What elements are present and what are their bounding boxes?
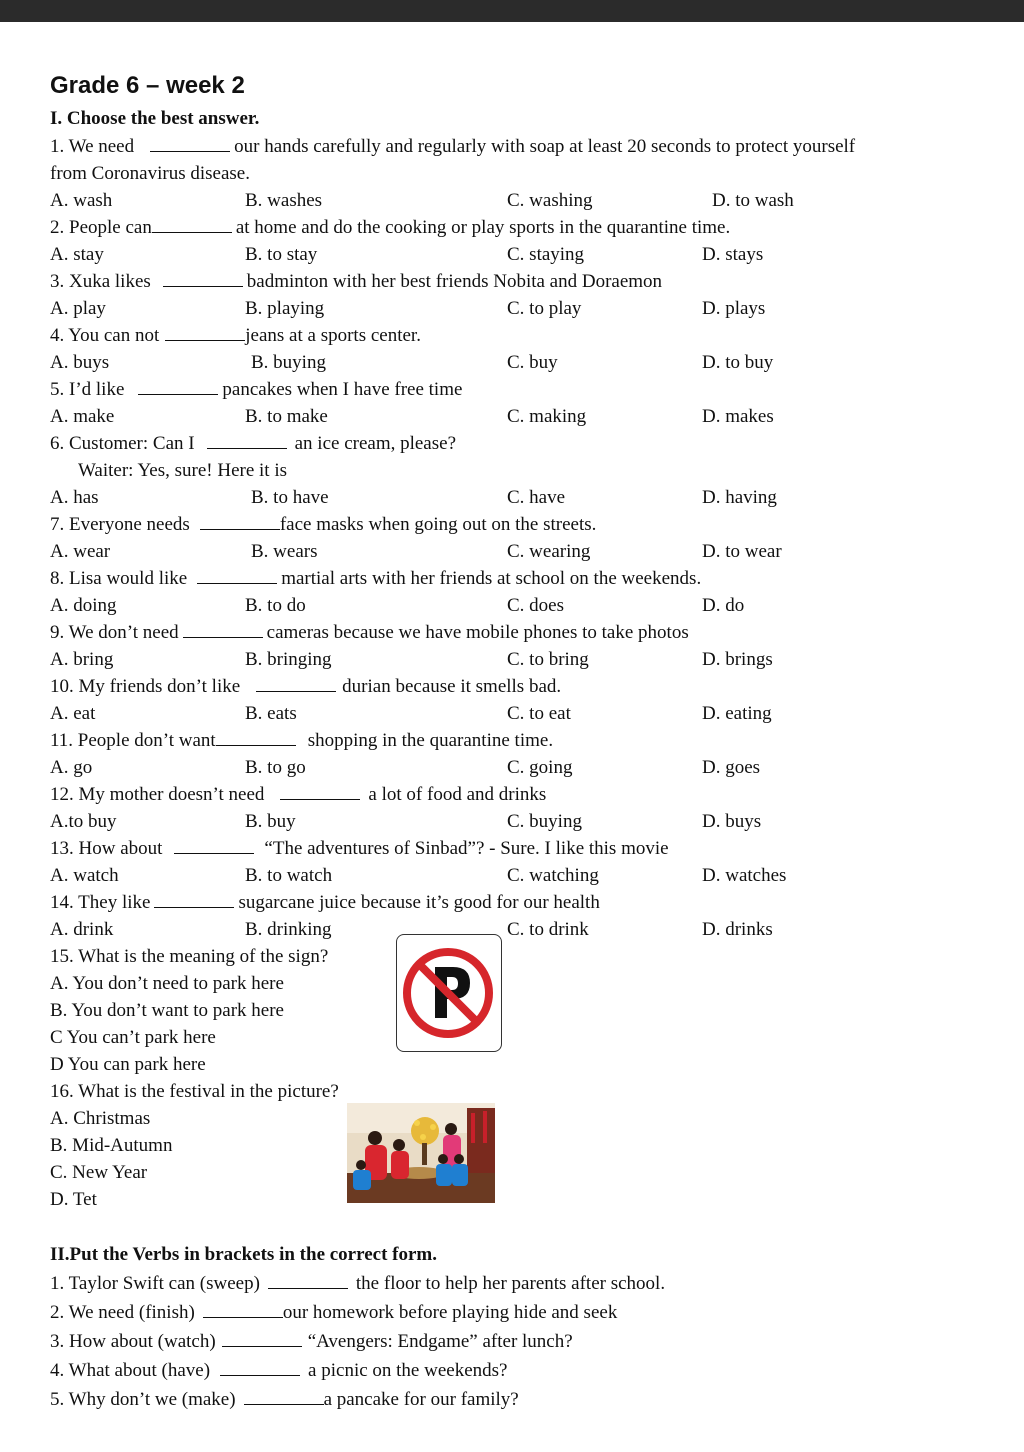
q9-option-b: B. bringing: [245, 649, 332, 670]
p5-text-a: 5. Why don’t we (make): [50, 1389, 236, 1410]
part2-question-2: [50, 1302, 617, 1324]
p3-text-a: 3. How about (watch): [50, 1331, 216, 1352]
q10-blank: [256, 677, 336, 692]
q6-blank: [207, 434, 287, 449]
q11-option-a: A. go: [50, 757, 93, 778]
p1-text-a: 1. Taylor Swift can (sweep): [50, 1273, 260, 1294]
q10-text-b: durian because it smells bad.: [342, 676, 562, 697]
q2-option-a: A. stay: [50, 244, 104, 265]
section-1-heading: I. Choose the best answer.: [50, 108, 260, 129]
q9-option-d: D. brings: [702, 649, 773, 670]
q4-option-c: C. buy: [507, 352, 558, 373]
question-9: [50, 622, 689, 644]
q5-option-a: A. make: [50, 406, 115, 427]
q1-continued: from Coronavirus disease.: [50, 163, 250, 184]
q6-text-a: 6. Customer: Can I: [50, 433, 195, 454]
q16-option-a: A. Christmas: [50, 1108, 151, 1129]
q16-option-b: B. Mid-Autumn: [50, 1135, 173, 1156]
tet-photo-graphic: [347, 1103, 495, 1203]
q12-option-c: C. buying: [507, 811, 582, 832]
question-10: [50, 676, 561, 698]
q15-option-a: A. You don’t need to park here: [50, 973, 284, 994]
question-13: [50, 838, 669, 860]
question-2: [50, 217, 730, 239]
question-5: [50, 379, 462, 401]
q3-blank: [163, 272, 243, 287]
q12-blank: [280, 785, 360, 800]
q11-text-a: 11. People don’t want: [50, 730, 216, 751]
q2-option-b: B. to stay: [245, 244, 318, 265]
p2-blank: [203, 1303, 283, 1318]
q1-option-d: D. to wash: [712, 190, 794, 211]
q4-option-a: A. buys: [50, 352, 110, 373]
q5-option-d: D. makes: [702, 406, 774, 427]
p1-blank: [268, 1274, 348, 1289]
question-15: 15. What is the meaning of the sign?: [50, 946, 329, 967]
q4-text-b: jeans at a sports center.: [245, 325, 421, 346]
q11-option-c: C. going: [507, 757, 573, 778]
q1-option-b: B. washes: [245, 190, 323, 211]
q9-option-a: A. bring: [50, 649, 114, 670]
tet-family-photo: [347, 1103, 495, 1203]
section-2-heading: II.Put the Verbs in brackets in the correct form.: [50, 1244, 437, 1265]
q7-option-b: B. wears: [251, 541, 318, 562]
q2-option-d: D. stays: [702, 244, 764, 265]
q16-option-d: D. Tet: [50, 1189, 97, 1210]
question-11: [50, 730, 553, 752]
q3-text-a: 3. Xuka likes: [50, 271, 151, 292]
question-16: 16. What is the festival in the picture?: [50, 1081, 339, 1102]
q14-text-a: 14. They like: [50, 892, 151, 913]
q5-text-b: pancakes when I have free time: [222, 379, 463, 400]
p4-blank: [220, 1361, 300, 1376]
q13-text-a: 13. How about: [50, 838, 163, 859]
page-title: Grade 6 – week 2: [50, 72, 245, 99]
p2-text-a: 2. We need (finish): [50, 1302, 195, 1323]
q5-blank: [138, 380, 218, 395]
q11-blank: [216, 731, 296, 746]
part2-question-3: [50, 1331, 573, 1353]
p2-text-b: our homework before playing hide and seek: [282, 1302, 618, 1323]
q10-text-a: 10. My friends don’t like: [50, 676, 241, 697]
q16-option-c: C. New Year: [50, 1162, 148, 1183]
q8-option-b: B. to do: [245, 595, 306, 616]
question-14: [50, 892, 600, 914]
q11-option-d: D. goes: [702, 757, 761, 778]
q13-option-c: C. watching: [507, 865, 599, 886]
q12-option-d: D. buys: [702, 811, 762, 832]
p1-text-b: the floor to help her parents after school.: [355, 1273, 666, 1294]
q8-option-d: D. do: [702, 595, 745, 616]
q7-option-c: C. wearing: [507, 541, 591, 562]
q7-text-b: face masks when going out on the streets.: [279, 514, 597, 535]
q4-option-d: D. to buy: [702, 352, 774, 373]
q8-option-c: C. does: [507, 595, 564, 616]
q5-option-c: C. making: [507, 406, 587, 427]
q6-waiter-line: Waiter: Yes, sure! Here it is: [78, 460, 288, 481]
q14-text-b: sugarcane juice because it’s good for our health: [238, 892, 600, 913]
worksheet: [0, 22, 1024, 1452]
q5-option-b: B. to make: [245, 406, 328, 427]
q14-option-c: C. to drink: [507, 919, 589, 940]
q3-text-b: badminton with her best friends Nobita and Doraemon: [246, 271, 663, 292]
q3-option-d: D. plays: [702, 298, 766, 319]
q10-option-c: C. to eat: [507, 703, 571, 724]
q12-option-a: A.to buy: [50, 811, 117, 832]
q11-text-b: shopping in the quarantine time.: [307, 730, 554, 751]
q13-option-b: B. to watch: [245, 865, 333, 886]
q15-option-d: D You can park here: [50, 1054, 206, 1075]
q8-blank: [197, 569, 277, 584]
q8-option-a: A. doing: [50, 595, 117, 616]
question-8: [50, 568, 701, 590]
p5-text-b: a pancake for our family?: [323, 1389, 519, 1410]
q10-option-a: A. eat: [50, 703, 96, 724]
q7-blank: [200, 515, 280, 530]
q6-option-c: C. have: [507, 487, 566, 508]
q14-blank: [154, 893, 234, 908]
q4-blank: [165, 326, 245, 341]
q8-text-a: 8. Lisa would like: [50, 568, 188, 589]
q10-option-b: B. eats: [245, 703, 297, 724]
q14-option-a: A. drink: [50, 919, 114, 940]
p3-blank: [222, 1332, 302, 1347]
q2-text-b: at home and do the cooking or play sports in the quarantine time.: [235, 217, 731, 238]
p4-text-a: 4. What about (have): [50, 1360, 211, 1381]
q1-blank: [150, 137, 230, 152]
q8-text-b: martial arts with her friends at school on the weekends.: [281, 568, 702, 589]
part2-question-5: [50, 1389, 519, 1411]
p3-text-b: “Avengers: Endgame” after lunch?: [307, 1331, 573, 1352]
q14-option-d: D. drinks: [702, 919, 773, 940]
no-parking-sign-icon: [396, 934, 502, 1052]
question-12: [50, 784, 546, 806]
q13-option-a: A. watch: [50, 865, 119, 886]
q7-text-a: 7. Everyone needs: [50, 514, 190, 535]
q13-text-b: “The adventures of Sinbad”? - Sure. I like this movie: [264, 838, 669, 859]
q12-option-b: B. buy: [245, 811, 296, 832]
q6-option-a: A. has: [50, 487, 99, 508]
q15-option-b: B. You don’t want to park here: [50, 1000, 284, 1021]
q12-text-b: a lot of food and drinks: [368, 784, 547, 805]
part2-question-4: [50, 1360, 507, 1382]
q6-option-d: D. having: [702, 487, 777, 508]
no-parking-sign-graphic: [397, 935, 501, 1051]
question-4: [50, 325, 421, 347]
q9-option-c: C. to bring: [507, 649, 589, 670]
q2-text-a: 2. People can: [50, 217, 152, 238]
q3-option-a: A. play: [50, 298, 106, 319]
question-7: [50, 514, 596, 536]
q1-option-a: A. wash: [50, 190, 113, 211]
question-6: [50, 433, 456, 455]
q9-text-a: 9. We don’t need: [50, 622, 179, 643]
q13-blank: [174, 839, 254, 854]
q4-text-a: 4. You can not: [50, 325, 160, 346]
q9-text-b: cameras because we have mobile phones to take photos: [266, 622, 689, 643]
q9-blank: [183, 623, 263, 638]
q13-option-d: D. watches: [702, 865, 787, 886]
q3-option-b: B. playing: [245, 298, 325, 319]
q15-option-c: C You can’t park here: [50, 1027, 216, 1048]
q1-text-b: our hands carefully and regularly with soap at least 20 seconds to protect yourself: [234, 136, 856, 157]
q2-blank: [152, 218, 232, 233]
q3-option-c: C. to play: [507, 298, 582, 319]
q7-option-a: A. wear: [50, 541, 111, 562]
q2-option-c: C. staying: [507, 244, 585, 265]
q10-option-d: D. eating: [702, 703, 772, 724]
q12-text-a: 12. My mother doesn’t need: [50, 784, 265, 805]
q4-option-b: B. buying: [251, 352, 326, 373]
q1-text-a: 1. We need: [50, 136, 135, 157]
q7-option-d: D. to wear: [702, 541, 782, 562]
q5-text-a: 5. I’d like: [50, 379, 125, 400]
q6-option-b: B. to have: [251, 487, 329, 508]
q11-option-b: B. to go: [245, 757, 306, 778]
p4-text-b: a picnic on the weekends?: [308, 1360, 508, 1381]
question-3: [50, 271, 662, 293]
q1-option-c: C. washing: [507, 190, 593, 211]
q6-text-b: an ice cream, please?: [294, 433, 456, 454]
question-1: [50, 136, 855, 158]
q14-option-b: B. drinking: [245, 919, 332, 940]
p5-blank: [244, 1390, 324, 1405]
top-dark-bar: [0, 0, 1024, 22]
part2-question-1: [50, 1273, 665, 1295]
